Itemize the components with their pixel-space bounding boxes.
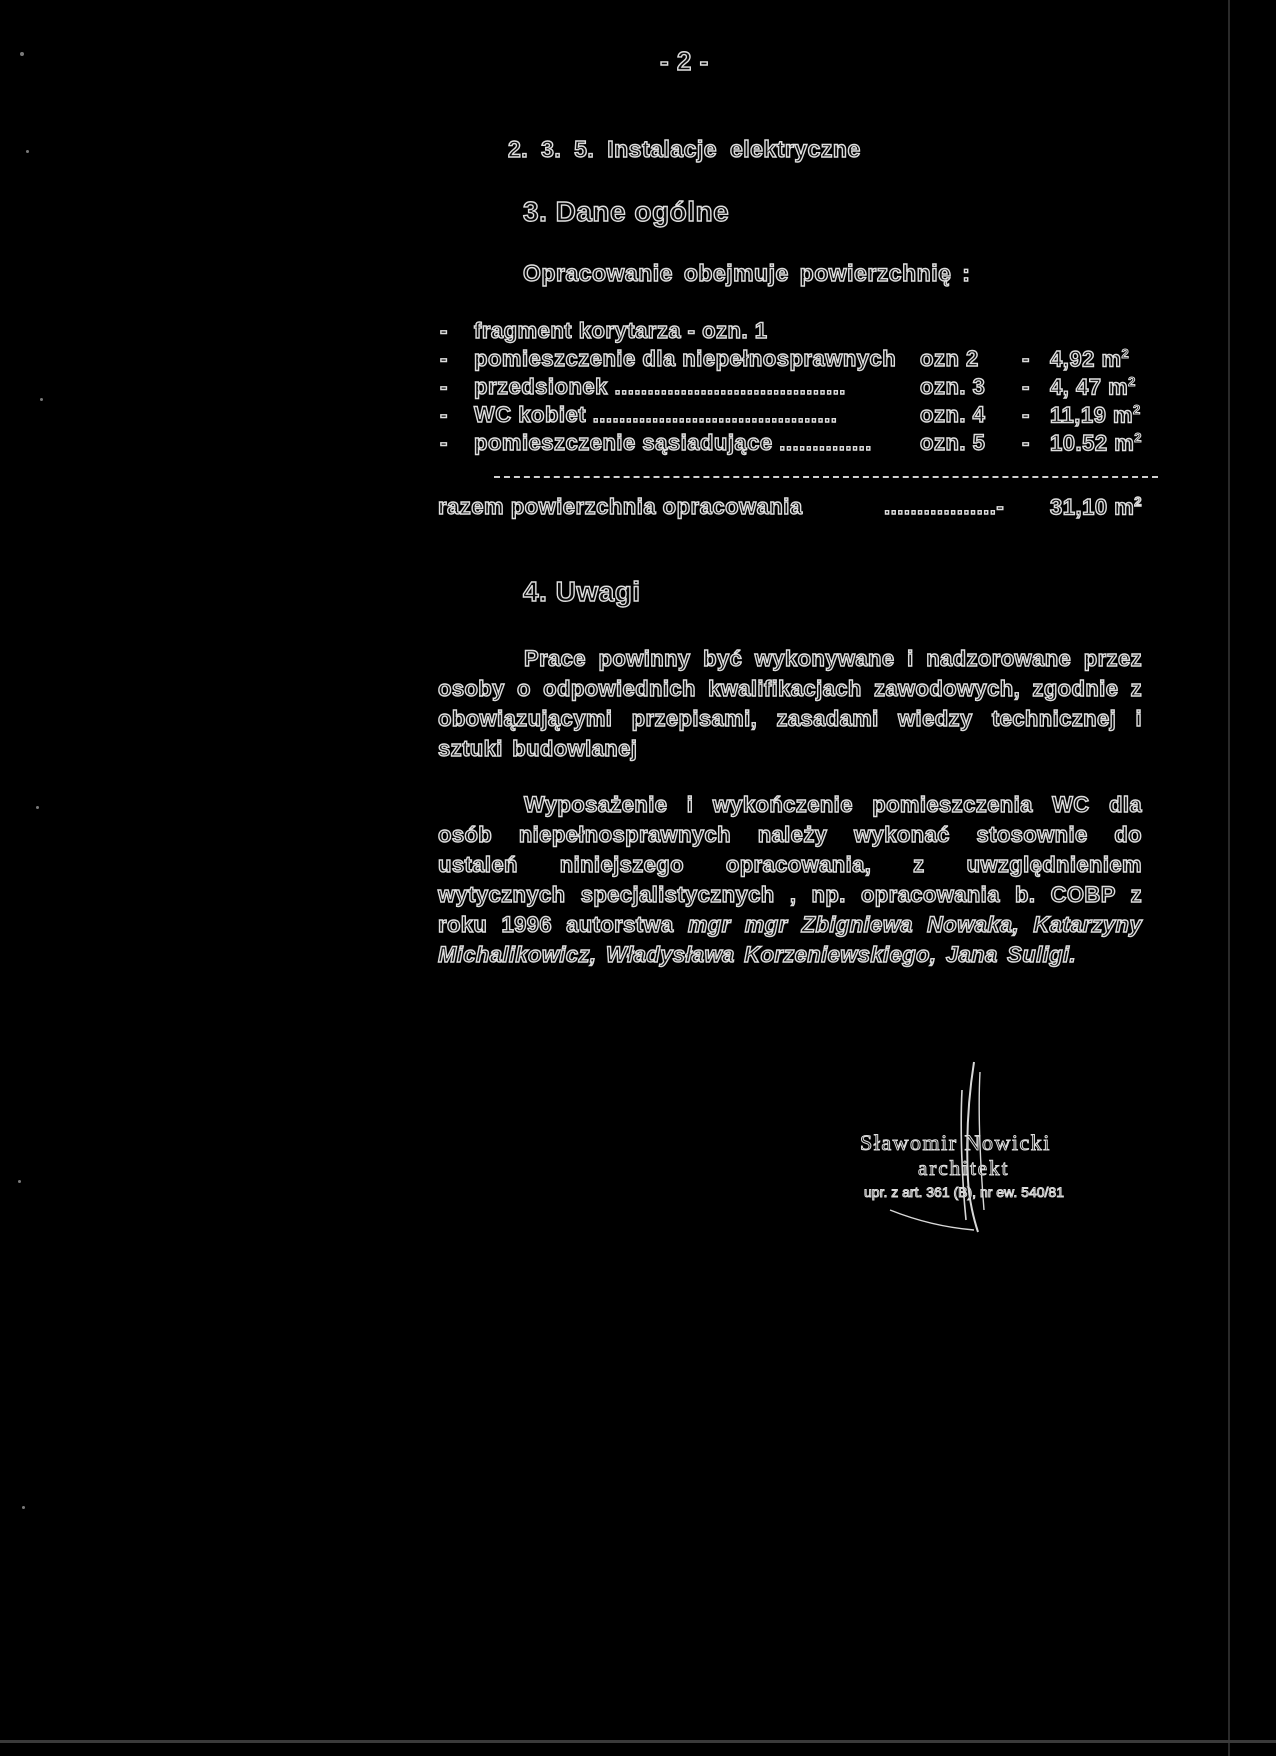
area-row	[440, 374, 1160, 402]
area-separator: -	[1022, 346, 1030, 371]
area-row	[440, 346, 1160, 374]
remarks-paragraph	[438, 790, 1142, 970]
list-dash: -	[440, 402, 448, 427]
area-code: ozn. 3	[920, 374, 986, 399]
area-code: ozn. 5	[920, 430, 986, 455]
signature-license: upr. z art. 361 (B), nr ew. 540/81	[864, 1184, 1064, 1200]
scan-edge	[1228, 0, 1230, 1756]
area-value: 4,92 $m^2$	[1050, 346, 1130, 372]
total-value: 31,10 $m^2$	[1050, 494, 1142, 520]
intro-text: Opracowanie obejmuje powierzchnię :	[523, 260, 971, 286]
list-dash: -	[440, 346, 448, 371]
area-label: fragment korytarza - ozn. 1	[474, 318, 768, 343]
area-value: 11,19 $m^2$	[1050, 402, 1141, 428]
list-dash: -	[440, 374, 448, 399]
area-value: 4, 47 $m^2$	[1050, 374, 1136, 400]
area-label: pomieszczenie sąsiadujące ..............	[474, 430, 872, 455]
scan-speck	[26, 150, 29, 153]
scan-speck	[22, 1506, 25, 1509]
area-separator: -	[1022, 402, 1030, 427]
list-dash: -	[440, 430, 448, 455]
area-label: WC kobiet .....................................	[474, 402, 838, 427]
signature-name: Sławomir Nowicki	[860, 1130, 1051, 1155]
area-row	[440, 318, 1160, 346]
remarks-authors: mgr mgr Zbigniewa Nowaka, Katarzyny Michalikowicz, Władysława Korzeniewskiego, Jana Suligi.	[438, 912, 1142, 967]
scan-speck	[18, 1180, 21, 1183]
remarks-text: Wyposażenie i wykończenie pomieszczenia WC dla osób niepełnosprawnych należy wykonać stosownie do ustaleń niniejszego opracowania, z uwzględnieniem wytycznych specjalistycznych , np. opracowania b. COBP z roku 1996 autorstwa	[438, 792, 1142, 937]
remarks-paragraph: Prace powinny być wykonywane i nadzorowane przez osoby o odpowiednich kwalifikacjach zawodowych, zgodnie z obowiązującymi przepisami, zasadami wiedzy technicznej i sztuki budowlanej	[438, 646, 1142, 761]
area-separator: -	[1022, 374, 1030, 399]
area-code: ozn. 4	[920, 402, 986, 427]
scan-edge	[0, 1740, 1276, 1743]
area-label: pomieszczenie dla niepełnosprawnych	[474, 346, 897, 371]
signature-title: architekt	[918, 1156, 1010, 1180]
page-number: - 2 -	[660, 46, 709, 76]
signature-stamp	[850, 1060, 1110, 1240]
total-label: razem powierzchnia opracowania	[438, 494, 803, 519]
section-item-electrical: 2. 3. 5. Instalacje elektryczne	[508, 136, 861, 162]
area-row	[440, 430, 1160, 458]
area-row	[440, 402, 1160, 430]
scan-speck	[40, 398, 43, 401]
area-label: przedsionek ...................................	[474, 374, 846, 399]
scan-speck	[20, 52, 24, 56]
list-dash: -	[440, 318, 448, 343]
area-separator: -	[1022, 430, 1030, 455]
total-leader: .................-	[884, 494, 1005, 519]
area-value: 10.52 $m^2$	[1050, 430, 1142, 456]
area-code: ozn 2	[920, 346, 979, 371]
scan-speck	[36, 806, 39, 809]
heading-general-data: 3. Dane ogólne	[523, 196, 730, 227]
total-row	[438, 494, 1158, 522]
heading-remarks: 4. Uwagi	[523, 576, 641, 607]
total-divider	[494, 476, 1158, 478]
